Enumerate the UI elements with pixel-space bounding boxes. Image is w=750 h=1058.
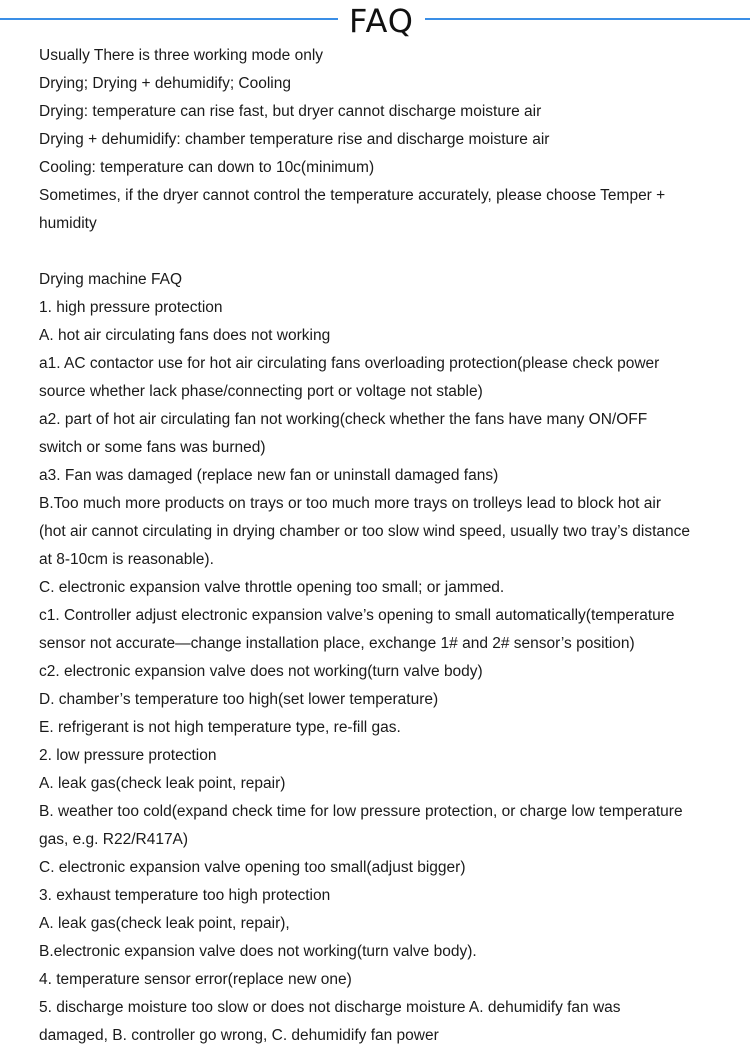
faq-line: Drying: temperature can rise fast, but dryer cannot discharge moisture air [39, 103, 542, 120]
faq-line: Drying machine FAQ [39, 271, 182, 288]
faq-line: Sometimes, if the dryer cannot control the temperature accurately, please choose Temper + [39, 187, 666, 204]
faq-line: A. leak gas(check leak point, repair), [39, 915, 290, 932]
faq-line: 1. high pressure protection [39, 299, 223, 316]
faq-header [0, 0, 750, 44]
header-divider-left [0, 18, 338, 20]
faq-line: damaged, B. controller go wrong, C. dehumidify fan power [39, 1027, 439, 1044]
faq-line: (hot air cannot circulating in drying chamber or too slow wind speed, usually two tray’s distance [39, 523, 691, 540]
faq-line: Cooling: temperature can down to 10c(minimum) [39, 159, 375, 176]
header-divider-right [425, 18, 750, 20]
faq-line: B. weather too cold(expand check time for low pressure protection, or charge low temperature [39, 803, 683, 820]
page-title: FAQ [349, 2, 414, 40]
faq-line: gas, e.g. R22/R417A) [39, 831, 189, 848]
faq-line: Drying + dehumidify: chamber temperature rise and discharge moisture air [39, 131, 550, 148]
faq-line: E. refrigerant is not high temperature type, re-fill gas. [39, 719, 401, 736]
faq-line: a3. Fan was damaged (replace new fan or uninstall damaged fans) [39, 467, 499, 484]
blank-line [39, 238, 729, 266]
faq-line: 2. low pressure protection [39, 747, 217, 764]
faq-line: at 8-10cm is reasonable). [39, 551, 214, 568]
faq-line: 5. discharge moisture too slow or does not discharge moisture A. dehumidify fan was [39, 999, 621, 1016]
faq-line: C. electronic expansion valve opening too small(adjust bigger) [39, 859, 466, 876]
faq-line: a2. part of hot air circulating fan not working(check whether the fans have many ON/OFF [39, 411, 648, 428]
faq-line: B.Too much more products on trays or too much more trays on trolleys lead to block hot air [39, 495, 661, 512]
faq-line: A. leak gas(check leak point, repair) [39, 775, 286, 792]
faq-line: A. hot air circulating fans does not working [39, 327, 331, 344]
faq-line: c2. electronic expansion valve does not working(turn valve body) [39, 663, 483, 680]
faq-line: humidity [39, 215, 97, 232]
faq-line: 4. temperature sensor error(replace new one) [39, 971, 352, 988]
faq-content [39, 42, 729, 1050]
faq-line: a1. AC contactor use for hot air circulating fans overloading protection(please check power [39, 355, 660, 372]
faq-line: sensor not accurate—change installation place, exchange 1# and 2# sensor’s position) [39, 635, 635, 652]
faq-line: 3. exhaust temperature too high protection [39, 887, 331, 904]
faq-line: c1. Controller adjust electronic expansion valve’s opening to small automatically(temperature [39, 607, 675, 624]
faq-line: B.electronic expansion valve does not working(turn valve body). [39, 943, 477, 960]
faq-line: C. electronic expansion valve throttle opening too small; or jammed. [39, 579, 505, 596]
faq-line: Usually There is three working mode only [39, 47, 324, 64]
faq-line: D. chamber’s temperature too high(set lower temperature) [39, 691, 439, 708]
faq-line: Drying; Drying + dehumidify; Cooling [39, 75, 291, 92]
faq-line: source whether lack phase/connecting port or voltage not stable) [39, 383, 483, 400]
faq-line: switch or some fans was burned) [39, 439, 266, 456]
